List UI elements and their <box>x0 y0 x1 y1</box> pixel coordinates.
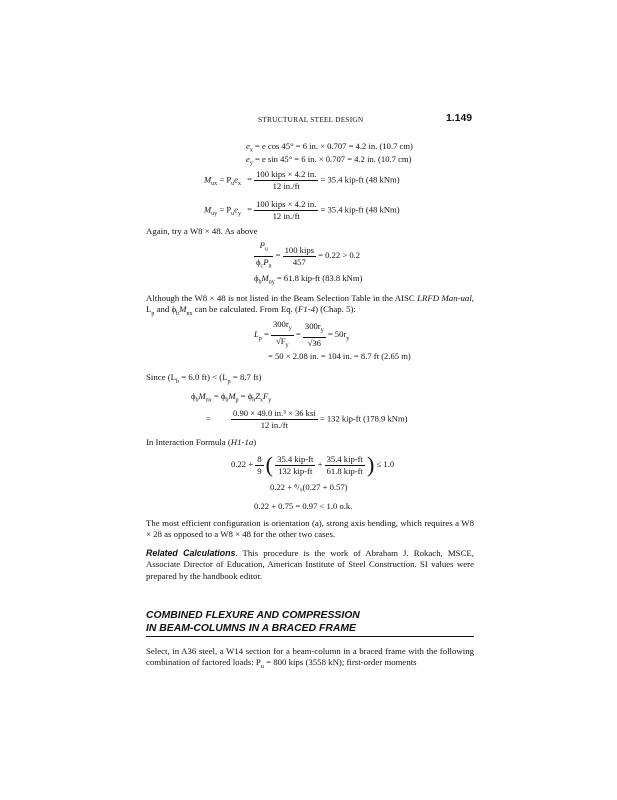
eq-symbol: P <box>263 256 269 267</box>
fraction-numerator: 35.4 kip-ft <box>277 453 314 464</box>
paragraph-conclusion: The most efficient configuration is orientation (a), strong axis bending, which requires a W8 × 28 as opposed to a W8 × 48 for the other two cases. <box>146 518 474 540</box>
eq-subscript: b <box>252 397 256 404</box>
eq-text: = P <box>217 174 232 185</box>
eq-subscript: x <box>249 147 253 154</box>
eq-subscript: x <box>260 397 263 404</box>
eq-subscript: y <box>320 328 324 335</box>
equation-lp <box>254 319 349 351</box>
eq-subscript: y <box>285 342 289 349</box>
text: = 800 kips (3558 kN); first-order moments <box>263 657 417 668</box>
eq-sign: = <box>275 250 281 261</box>
eq-text: = 61.8 kip-ft (83.8 kNm) <box>274 273 363 283</box>
eq-subscript: ny <box>268 279 275 286</box>
eq-result: = 35.4 kip-ft (48 kNm) <box>320 174 400 185</box>
eq-symbol: M <box>204 204 212 215</box>
subscript: p <box>151 311 155 318</box>
text-interaction-intro <box>146 437 256 447</box>
eq-result: = 50r <box>327 329 347 340</box>
text: and ϕ <box>154 304 177 315</box>
fraction <box>254 199 318 222</box>
fraction <box>254 240 273 272</box>
equation-ex <box>246 141 413 154</box>
subscript: nx <box>186 311 193 318</box>
eq-text: = e cos 45° = 6 in. × 0.707 = 4.2 in. (10.7 cm) <box>252 141 413 151</box>
eq-text: = e sin 45° = 6 in. × 0.707 = 4.2 in. (10.7 cm) <box>252 154 412 164</box>
fraction-denominator: 12 in./ft <box>272 211 300 221</box>
fraction-numerator <box>271 319 294 336</box>
paragraph-beam-column <box>146 646 474 673</box>
eq-text: = ϕ <box>238 391 253 401</box>
fraction-denominator: 61.8 kip-ft <box>326 465 363 476</box>
fraction-numerator: 100 kips × 4.2 in. <box>256 169 317 179</box>
eq-subscript: y <box>237 211 241 218</box>
eq-subscript: c <box>260 263 264 270</box>
eq-subscript: nx <box>205 397 212 404</box>
text-italic: LRFD Man-ual <box>417 293 472 303</box>
equation-lp-line2: = 50 × 2.08 in. = 104 in. = 8.7 ft (2.65 m) <box>268 351 411 361</box>
fraction-numerator <box>303 321 326 338</box>
text: ) <box>253 437 257 447</box>
related-calculations-label: Related Calculations <box>146 548 236 558</box>
equation-ey <box>246 154 411 167</box>
text: ) (Chap. 5): <box>315 304 356 315</box>
section-heading <box>146 610 360 636</box>
text: Although the W8 × 48 is not listed in the Beam Selection Table in the AISC <box>146 293 418 303</box>
fraction-numerator: 100 kips <box>284 244 314 255</box>
subscript: u <box>260 664 264 671</box>
fraction-denominator: 12 in./ft <box>260 420 288 430</box>
page-number: 1.149 <box>446 113 473 124</box>
subscript: b <box>176 311 180 318</box>
running-header-title: STRUCTURAL STEEL DESIGN <box>258 115 364 124</box>
text-italic: M <box>179 304 187 315</box>
fraction <box>275 454 315 477</box>
paren-open: ( <box>265 452 273 477</box>
subscript: p <box>227 378 231 385</box>
eq-symbol: M <box>261 273 269 283</box>
text: . This procedure is the work of Abraham J. Rokach, MSCE, Associate Director of Education, American Institute of Steel Construction. SI values were prepared by the handbook editor. <box>146 548 475 581</box>
eq-text: √F <box>276 335 286 346</box>
fraction-denominator: 132 kip-ft <box>278 465 313 476</box>
eq-symbol: e <box>234 174 238 185</box>
fraction <box>325 454 365 477</box>
eq-symbol: ϕ <box>254 273 259 283</box>
fraction-denominator <box>271 336 294 352</box>
fraction-numerator: 8 <box>257 453 262 464</box>
fraction <box>303 321 326 349</box>
eq-sign: = <box>206 413 211 424</box>
paren-close: ) <box>367 452 375 477</box>
eq-subscript: y <box>249 160 253 167</box>
eq-subscript: ux <box>211 181 218 188</box>
eq-text: = P <box>217 204 232 215</box>
eq-symbol: M <box>228 391 236 401</box>
eq-subscript: u <box>264 246 268 253</box>
eq-subscript: x <box>237 181 241 188</box>
eq-symbol: M <box>198 391 206 401</box>
text: can be calculated. From Eq. ( <box>192 304 298 315</box>
eq-symbol: e <box>234 204 238 215</box>
eq-subscript: b <box>225 397 229 404</box>
eq-subscript: u <box>231 181 235 188</box>
eq-subscript: n <box>268 263 272 270</box>
eq-symbol: Z <box>255 391 260 401</box>
section-heading-line: COMBINED FLEXURE AND COMPRESSION <box>146 610 360 621</box>
fraction-numerator: 100 kips × 4.2 in. <box>256 199 317 209</box>
text: = 6.0 ft) < (L <box>179 372 228 382</box>
text-again: Again, try a W8 × 48. As above <box>146 226 258 236</box>
eq-subscript: p <box>258 335 262 342</box>
eq-sign: = <box>247 174 252 185</box>
equation-interaction-line2: 0.22 + ⁸/₉(0.27 + 0.57) <box>270 482 348 492</box>
equation-mux <box>204 169 400 192</box>
eq-subscript: u <box>231 211 235 218</box>
eq-text: = ϕ <box>211 391 226 401</box>
eq-text: 0.22 + <box>231 458 254 469</box>
eq-subscript: b <box>195 397 199 404</box>
eq-result: = 132 kip-ft (178.9 kNm) <box>319 413 408 424</box>
equation-ratio <box>254 240 360 272</box>
eq-text: 300r <box>304 321 321 332</box>
eq-result: ≤ 1.0 <box>376 458 395 469</box>
eq-subscript: p <box>235 397 239 404</box>
eq-sign: = <box>295 329 301 340</box>
equation-interaction <box>231 452 394 478</box>
eq-symbol: F <box>263 391 269 401</box>
text: , L <box>146 293 474 315</box>
text: = 8.7 ft) <box>230 372 262 382</box>
text-italic: F1-4 <box>297 304 316 315</box>
eq-symbol: e <box>246 141 250 151</box>
eq-subscript: b <box>258 279 262 286</box>
fraction-denominator: √36 <box>307 338 321 349</box>
eq-symbol: ϕ <box>191 391 196 401</box>
text: In Interaction Formula ( <box>146 437 231 447</box>
equation-phimny <box>254 273 362 286</box>
fraction-numerator: 0.90 × 49.0 in.³ × 36 ksi <box>233 408 316 418</box>
subscript: b <box>176 378 180 385</box>
equation-interaction-line3: 0.22 + 0.75 = 0.97 < 1.0 o.k. <box>254 501 353 511</box>
text: Select, in A36 steel, a W14 section for a beam-column in a braced frame with the following combination of factored loads: P <box>146 646 474 668</box>
fraction-denominator: 457 <box>292 256 306 267</box>
eq-symbol: ϕ <box>256 256 261 267</box>
eq-result: = 35.4 kip-ft (48 kNm) <box>320 204 400 215</box>
fraction-denominator <box>254 257 273 273</box>
eq-subscript: uy <box>211 211 218 218</box>
eq-sign: = <box>247 204 252 215</box>
fraction-numerator: 35.4 kip-ft <box>326 453 363 464</box>
fraction <box>254 169 318 192</box>
eq-sign: = <box>263 329 269 340</box>
eq-subscript: y <box>346 335 350 342</box>
eq-subscript: y <box>268 397 272 404</box>
fraction <box>283 245 316 268</box>
fraction <box>255 454 263 477</box>
section-heading-line: IN BEAM-COLUMNS IN A BRACED FRAME <box>146 622 356 634</box>
text-since <box>146 372 261 385</box>
paragraph-related-calculations <box>146 548 474 582</box>
eq-text: 300r <box>272 319 289 329</box>
equation-muy <box>204 199 400 222</box>
text-italic: H1-1a <box>230 437 254 447</box>
fraction-denominator: 9 <box>257 465 262 476</box>
eq-result: = 0.22 > 0.2 <box>318 250 361 261</box>
fraction-numerator <box>254 240 273 257</box>
fraction <box>271 319 294 351</box>
paragraph-w8 <box>146 293 474 320</box>
heading-rule <box>146 636 474 637</box>
eq-symbol: M <box>204 174 212 185</box>
fraction-denominator: 12 in./ft <box>272 181 300 191</box>
eq-subscript: y <box>288 325 292 332</box>
fraction <box>231 408 318 431</box>
text: Since (L <box>146 372 177 382</box>
eq-sign: + <box>317 458 323 469</box>
equation-phimnx-calc <box>206 408 408 431</box>
eq-symbol: e <box>246 154 250 164</box>
eq-symbol: L <box>254 329 259 340</box>
eq-symbol: P <box>259 240 265 250</box>
equation-phimnx <box>191 391 271 404</box>
